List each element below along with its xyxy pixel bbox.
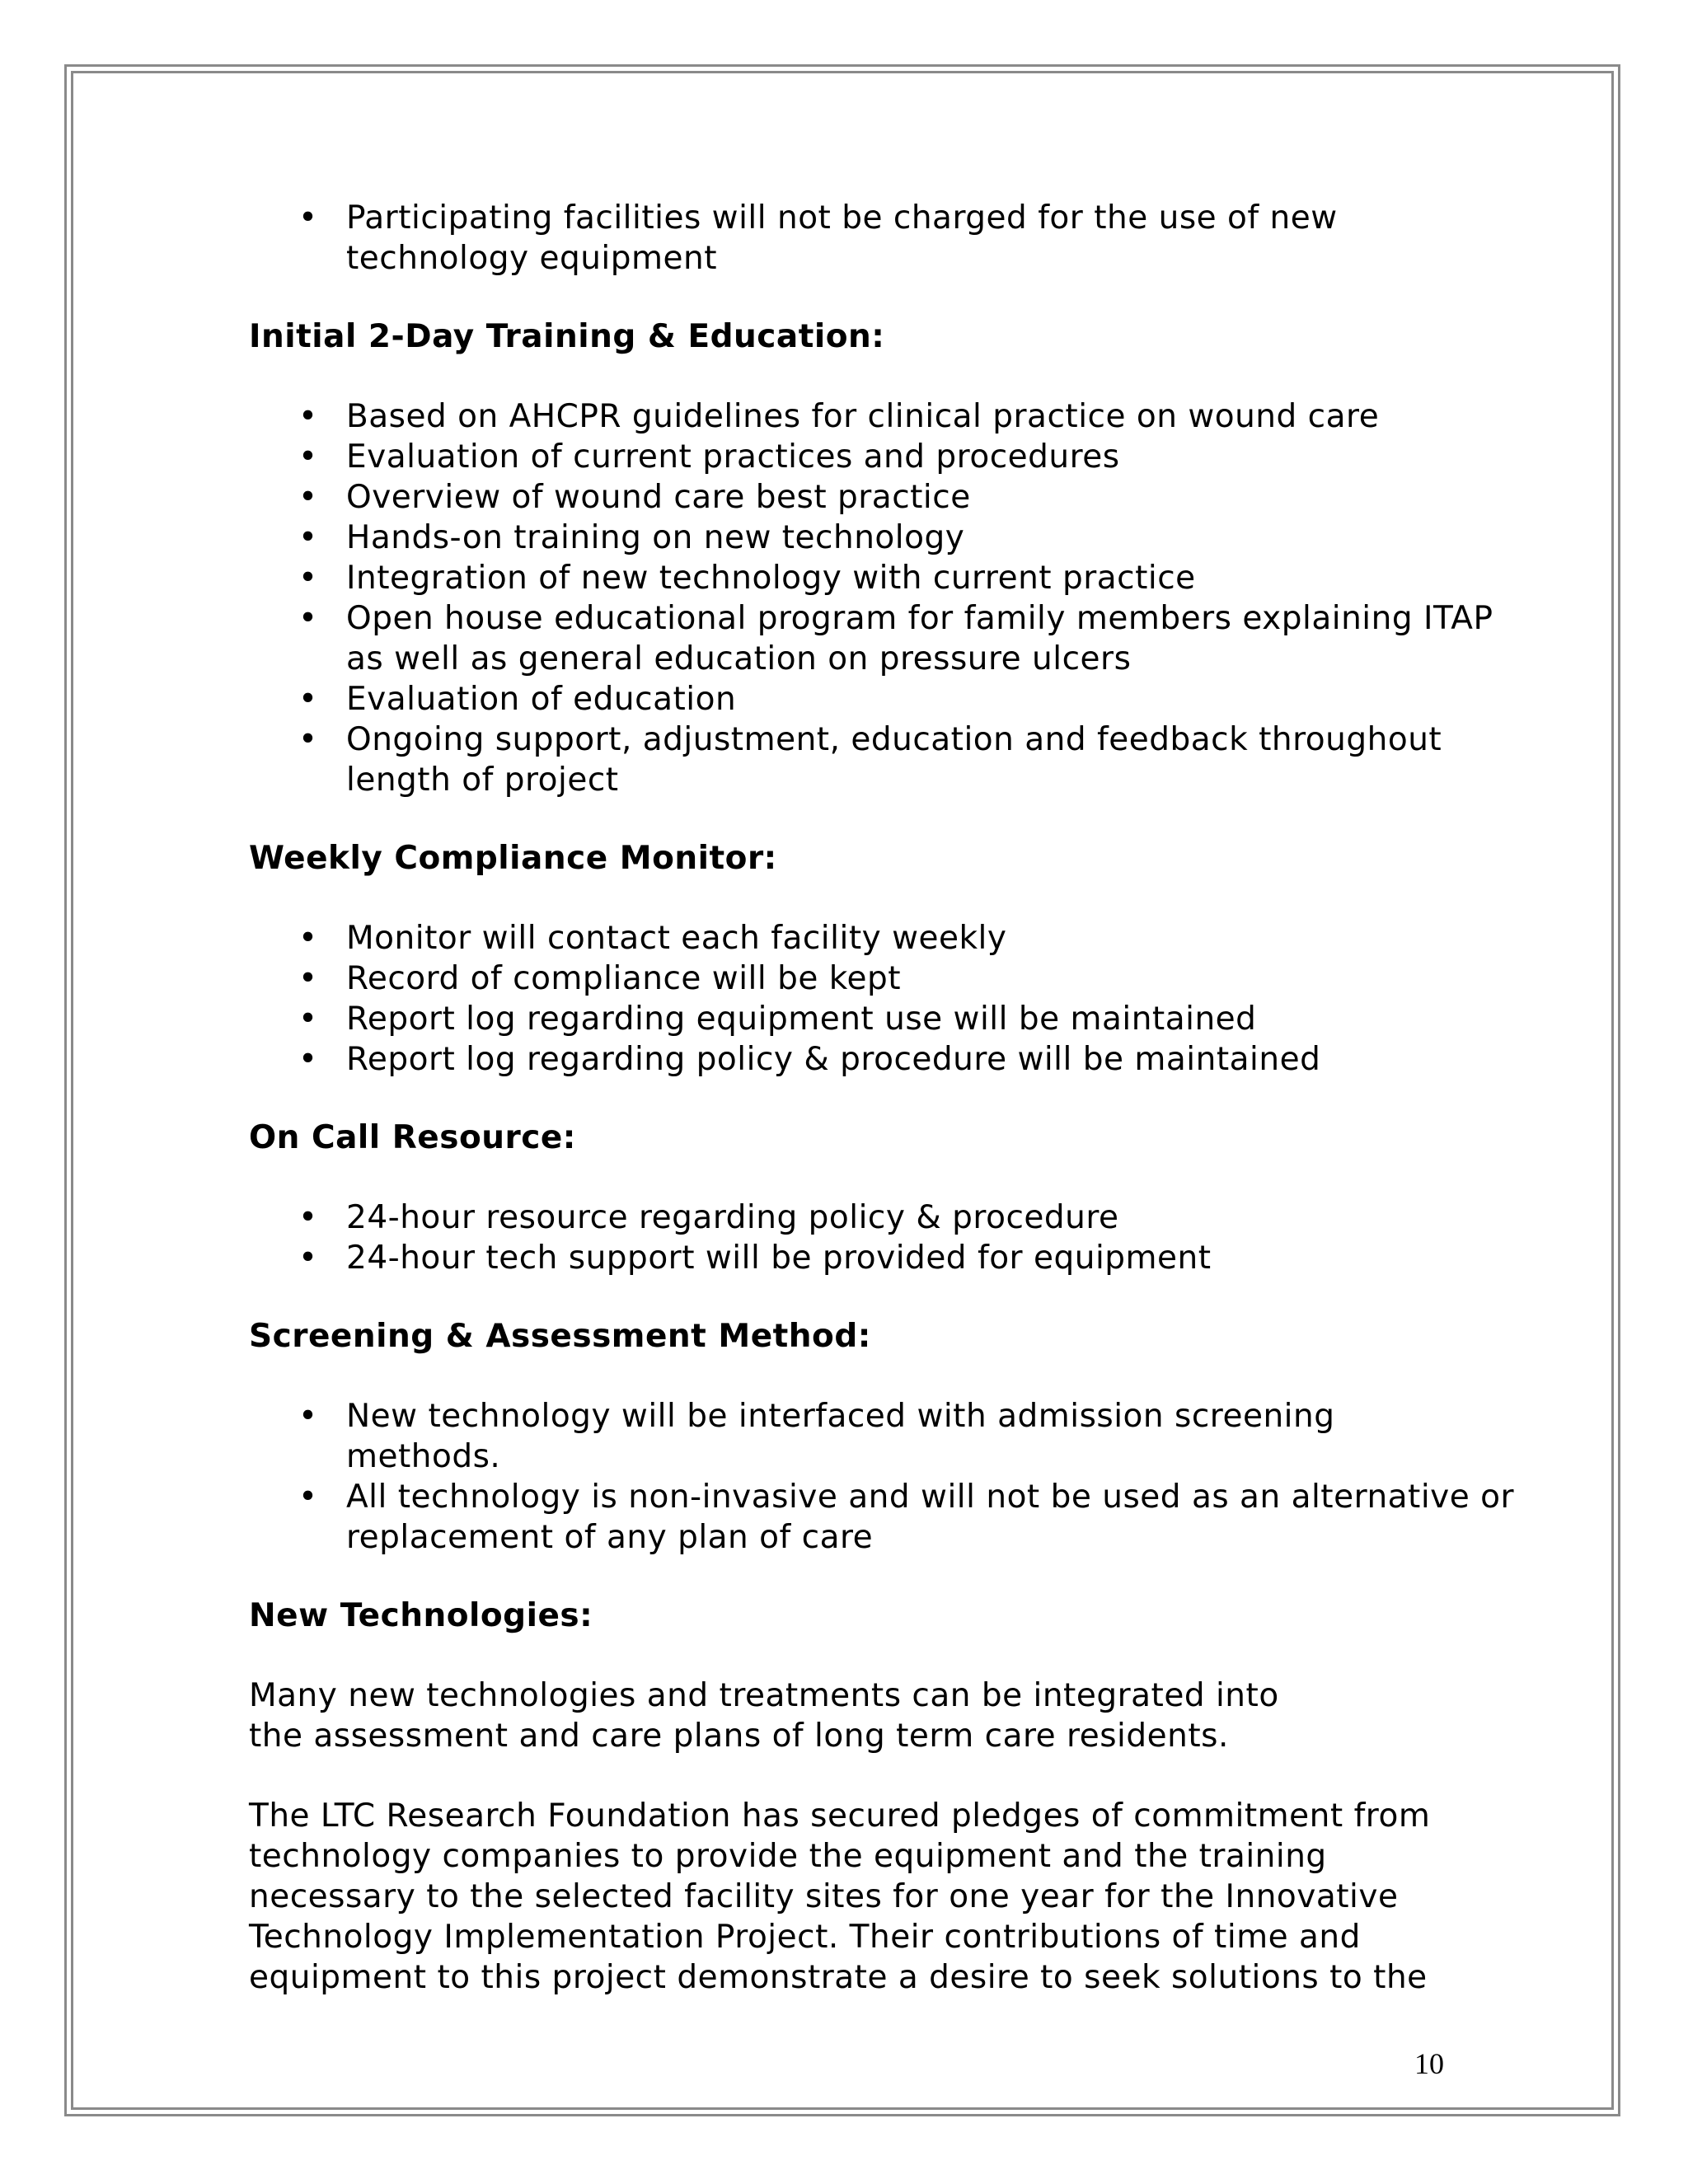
- bullet-icon: •: [298, 721, 318, 758]
- list-item: [249, 1477, 1533, 1558]
- list-item-text: Integration of new technology with current practice: [346, 560, 1196, 597]
- list-item: [249, 198, 1393, 279]
- list-item-text: Report log regarding equipment use will be maintained: [346, 1001, 1257, 1038]
- bullet-icon: •: [298, 560, 318, 597]
- paragraph: The LTC Research Foundation has secured pledges of commitment from technology companies to provide the equipment and the training necessary to the selected facility sites for one year for the Innovative Technology Implementation Project. Their contributions of time and equipment to this project demonstrate a desire to seek solutions to the: [249, 1797, 1431, 1996]
- on-call-bullet-list: [249, 1197, 1452, 1278]
- bullet-icon: •: [298, 519, 318, 556]
- section-heading-training: Initial 2-Day Training & Education:: [249, 318, 885, 355]
- list-item-text: Report log regarding policy & procedure will be maintained: [346, 1041, 1321, 1078]
- paragraph: Many new technologies and treatments can be integrated into the assessment and care plans of long term care residents.: [249, 1677, 1279, 1755]
- list-item: [249, 558, 1452, 598]
- list-item-text: Monitor will contact each facility weekly: [346, 920, 1007, 957]
- list-item-text: Ongoing support, adjustment, education and feedback throughout length of project: [346, 721, 1442, 799]
- bullet-icon: •: [298, 1240, 318, 1277]
- bullet-icon: •: [298, 1479, 318, 1516]
- list-item-text: All technology is non-invasive and will not be used as an alternative or replacement of any plan of care: [346, 1479, 1515, 1556]
- bullet-icon: •: [298, 199, 318, 237]
- list-item: [249, 518, 1452, 558]
- document-body: [249, 198, 1515, 1998]
- list-item: [249, 1039, 1452, 1080]
- bullet-icon: •: [298, 1001, 318, 1038]
- training-bullet-list: [249, 396, 1493, 800]
- list-item: [249, 396, 1452, 437]
- bullet-icon: •: [298, 1199, 318, 1236]
- list-item-text: Record of compliance will be kept: [346, 960, 901, 997]
- list-item-text: Participating facilities will not be charged for the use of new technology equipment: [346, 199, 1338, 277]
- list-item-text: Open house educational program for family members explaining ITAP as well as general education on pressure ulcers: [346, 600, 1493, 677]
- page-number: 10: [1414, 2047, 1444, 2080]
- list-item: [249, 958, 1452, 999]
- bullet-icon: •: [298, 438, 318, 476]
- bullet-icon: •: [298, 398, 318, 435]
- compliance-bullet-list: [249, 918, 1452, 1080]
- list-item-text: 24-hour resource regarding policy & procedure: [346, 1199, 1119, 1236]
- bullet-icon: •: [298, 600, 318, 637]
- list-item-text: New technology will be interfaced with admission screening methods.: [346, 1398, 1335, 1475]
- list-item: [249, 918, 1452, 958]
- screening-bullet-list: [249, 1396, 1515, 1558]
- list-item-text: 24-hour tech support will be provided for equipment: [346, 1240, 1212, 1277]
- bullet-icon: •: [298, 681, 318, 718]
- list-item: [249, 477, 1452, 518]
- list-item: [249, 598, 1500, 679]
- list-item-text: Evaluation of education: [346, 681, 737, 718]
- section-heading-screening: Screening & Assessment Method:: [249, 1318, 871, 1355]
- list-item: [249, 1197, 1452, 1238]
- section-heading-compliance: Weekly Compliance Monitor:: [249, 840, 777, 877]
- list-item: [249, 1238, 1452, 1278]
- list-item: [249, 719, 1517, 800]
- bullet-icon: •: [298, 1041, 318, 1078]
- list-item: [249, 679, 1452, 719]
- list-item: [249, 999, 1452, 1039]
- bullet-icon: •: [298, 920, 318, 957]
- list-item-text: Overview of wound care best practice: [346, 479, 971, 516]
- list-item: [249, 1396, 1409, 1477]
- list-item: [249, 437, 1452, 477]
- bullet-icon: •: [298, 960, 318, 997]
- list-item-text: Evaluation of current practices and procedures: [346, 438, 1120, 476]
- top-bullet-list: [249, 198, 1452, 279]
- bullet-icon: •: [298, 479, 318, 516]
- list-item-text: Hands-on training on new technology: [346, 519, 965, 556]
- section-heading-on-call: On Call Resource:: [249, 1119, 576, 1156]
- list-item-text: Based on AHCPR guidelines for clinical practice on wound care: [346, 398, 1380, 435]
- section-heading-new-technologies: New Technologies:: [249, 1597, 593, 1634]
- bullet-icon: •: [298, 1398, 318, 1435]
